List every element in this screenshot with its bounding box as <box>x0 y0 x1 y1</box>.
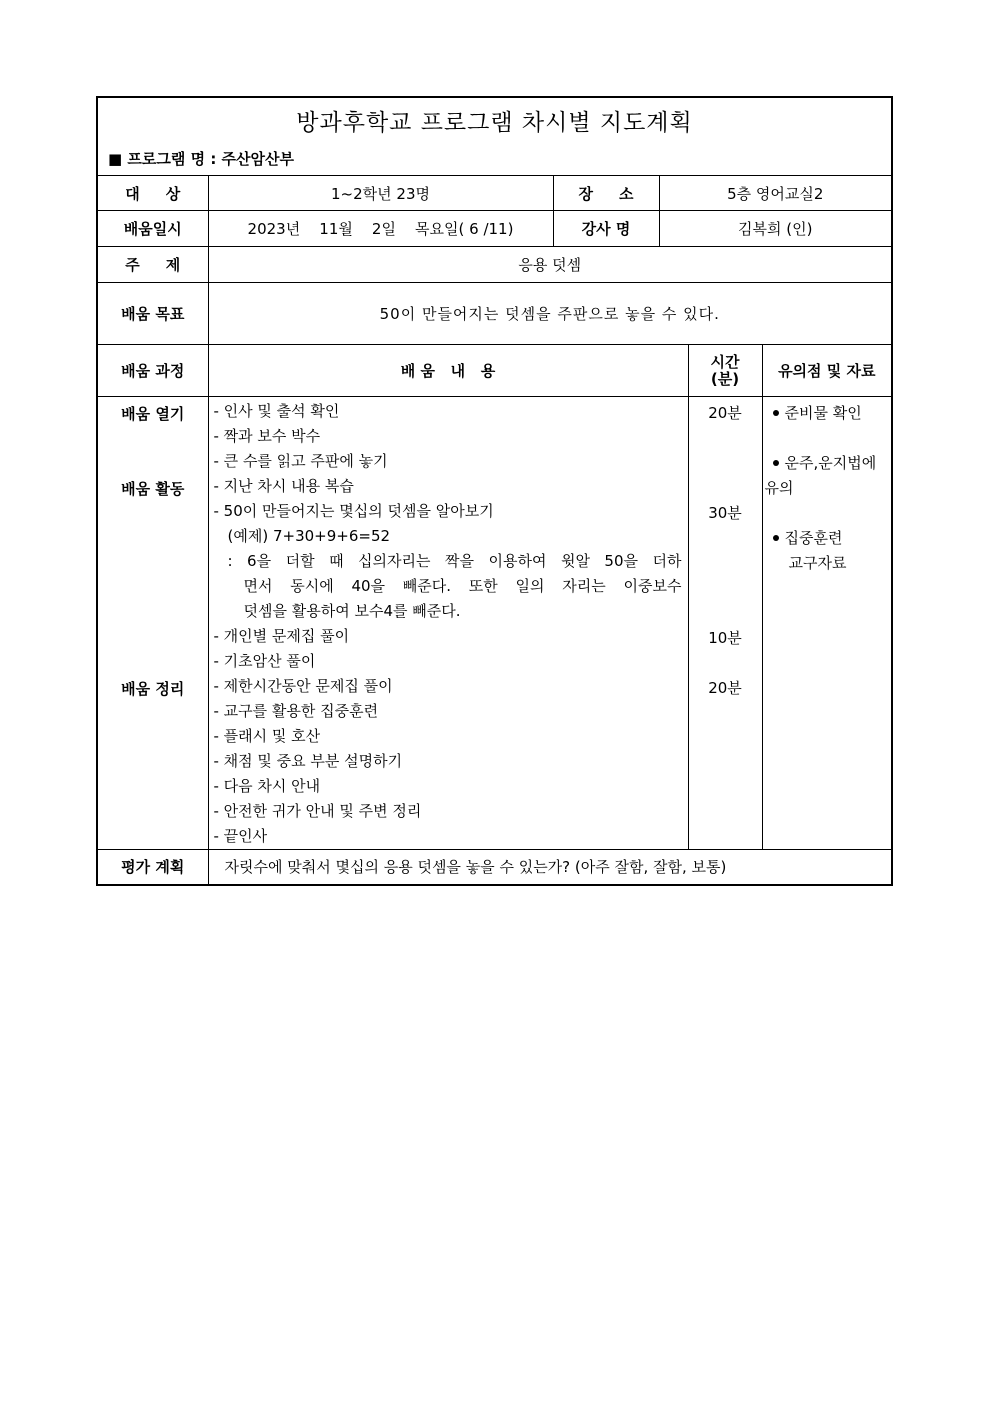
content-line: 덧셈을 활용하여 보수4를 빼준다. <box>243 602 461 620</box>
content-line: - 지난 차시 내용 복습 <box>213 477 354 495</box>
note-item <box>763 451 892 476</box>
stage-column <box>97 397 208 850</box>
process-content-header: 배 움 내 용 <box>208 345 688 397</box>
lesson-plan-table <box>96 96 893 886</box>
time-activity: 30분 <box>708 504 742 522</box>
note-item <box>763 401 892 426</box>
evaluation-value: 자릿수에 맞춰서 몇십의 응용 덧셈을 놓을 수 있는가? (아주 잘함, 잘함, 보통) <box>208 850 892 885</box>
notes-column <box>762 397 892 850</box>
content-line: 면서 동시에 40을 빼준다. 또한 일의 자리는 이중보수 <box>243 577 682 595</box>
note-text-cont: 유의 <box>764 479 794 497</box>
content-line: : 6을 더할 때 십의자리는 짝을 이용하여 윗알 50을 더하 <box>227 552 682 570</box>
stage-activity: 배움 활동 <box>121 480 185 498</box>
place-value: 5층 영어교실2 <box>659 176 892 211</box>
content-line: - 개인별 문제집 풀이 <box>213 627 350 645</box>
content-line: - 기초암산 풀이 <box>213 652 316 670</box>
content-line: - 짝과 보수 박수 <box>213 427 321 445</box>
page-title: 방과후학교 프로그램 차시별 지도계획 <box>296 110 693 136</box>
stage-close: 배움 정리 <box>121 680 185 698</box>
bullet-icon <box>773 535 779 541</box>
teacher-value <box>659 211 892 247</box>
content-column <box>208 397 688 850</box>
stage-open: 배움 열기 <box>121 405 185 423</box>
note-text: 집중훈련 <box>784 529 843 547</box>
place-label: 장 소 <box>553 176 659 211</box>
note-item <box>763 526 892 551</box>
process-stage-header: 배움 과정 <box>97 345 208 397</box>
goal-value: 50이 만들어지는 덧셈을 주판으로 놓을 수 있다. <box>208 283 892 345</box>
content-line: (예제) 7+30+9+6=52 <box>227 527 391 545</box>
bullet-icon <box>773 460 779 466</box>
content-line: - 다음 차시 안내 <box>213 777 321 795</box>
goal-label: 배움 목표 <box>97 283 208 345</box>
content-line: - 50이 만들어지는 몇십의 덧셈을 알아보기 <box>213 502 494 520</box>
teacher-label: 강사 명 <box>553 211 659 247</box>
target-label: 대 상 <box>97 176 208 211</box>
time-column <box>688 397 762 850</box>
target-value: 1~2학년 23명 <box>208 176 553 211</box>
time-close-1: 10분 <box>708 629 742 647</box>
date-label: 배움일시 <box>97 211 208 247</box>
evaluation-label: 평가 계획 <box>97 850 208 885</box>
program-marker: ■ <box>108 150 123 168</box>
program-name-text: 프로그램 명 : 주산암산부 <box>127 150 294 168</box>
time-close-2: 20분 <box>708 679 742 697</box>
content-line: - 제한시간동안 문제집 풀이 <box>213 677 393 695</box>
content-line: - 안전한 귀가 안내 및 주변 정리 <box>213 802 422 820</box>
title-cell <box>97 97 892 176</box>
content-line: - 큰 수를 읽고 주판에 놓기 <box>213 452 388 470</box>
process-time-header: 시간 (분) <box>688 345 762 397</box>
program-name <box>108 148 294 169</box>
topic-value: 응용 덧셈 <box>208 247 892 283</box>
process-notes-header: 유의점 및 자료 <box>762 345 892 397</box>
content-line: - 플래시 및 호산 <box>213 727 321 745</box>
note-text: 운주,운지법에 <box>784 454 877 472</box>
time-open: 20분 <box>708 404 742 422</box>
content-line: - 인사 및 출석 확인 <box>213 402 340 420</box>
content-line: - 교구를 활용한 집중훈련 <box>213 702 379 720</box>
lesson-plan-document <box>96 96 891 886</box>
note-text-cont: 교구자료 <box>788 554 847 572</box>
bullet-icon <box>773 410 779 416</box>
content-line: - 채점 및 중요 부분 설명하기 <box>213 752 403 770</box>
content-line: - 끝인사 <box>213 827 268 845</box>
note-text: 준비물 확인 <box>784 404 862 422</box>
date-value: 2023년 11월 2일 목요일( 6 /11) <box>208 211 553 247</box>
topic-label: 주 제 <box>97 247 208 283</box>
teacher-name: 김복희 (인) <box>738 220 813 238</box>
